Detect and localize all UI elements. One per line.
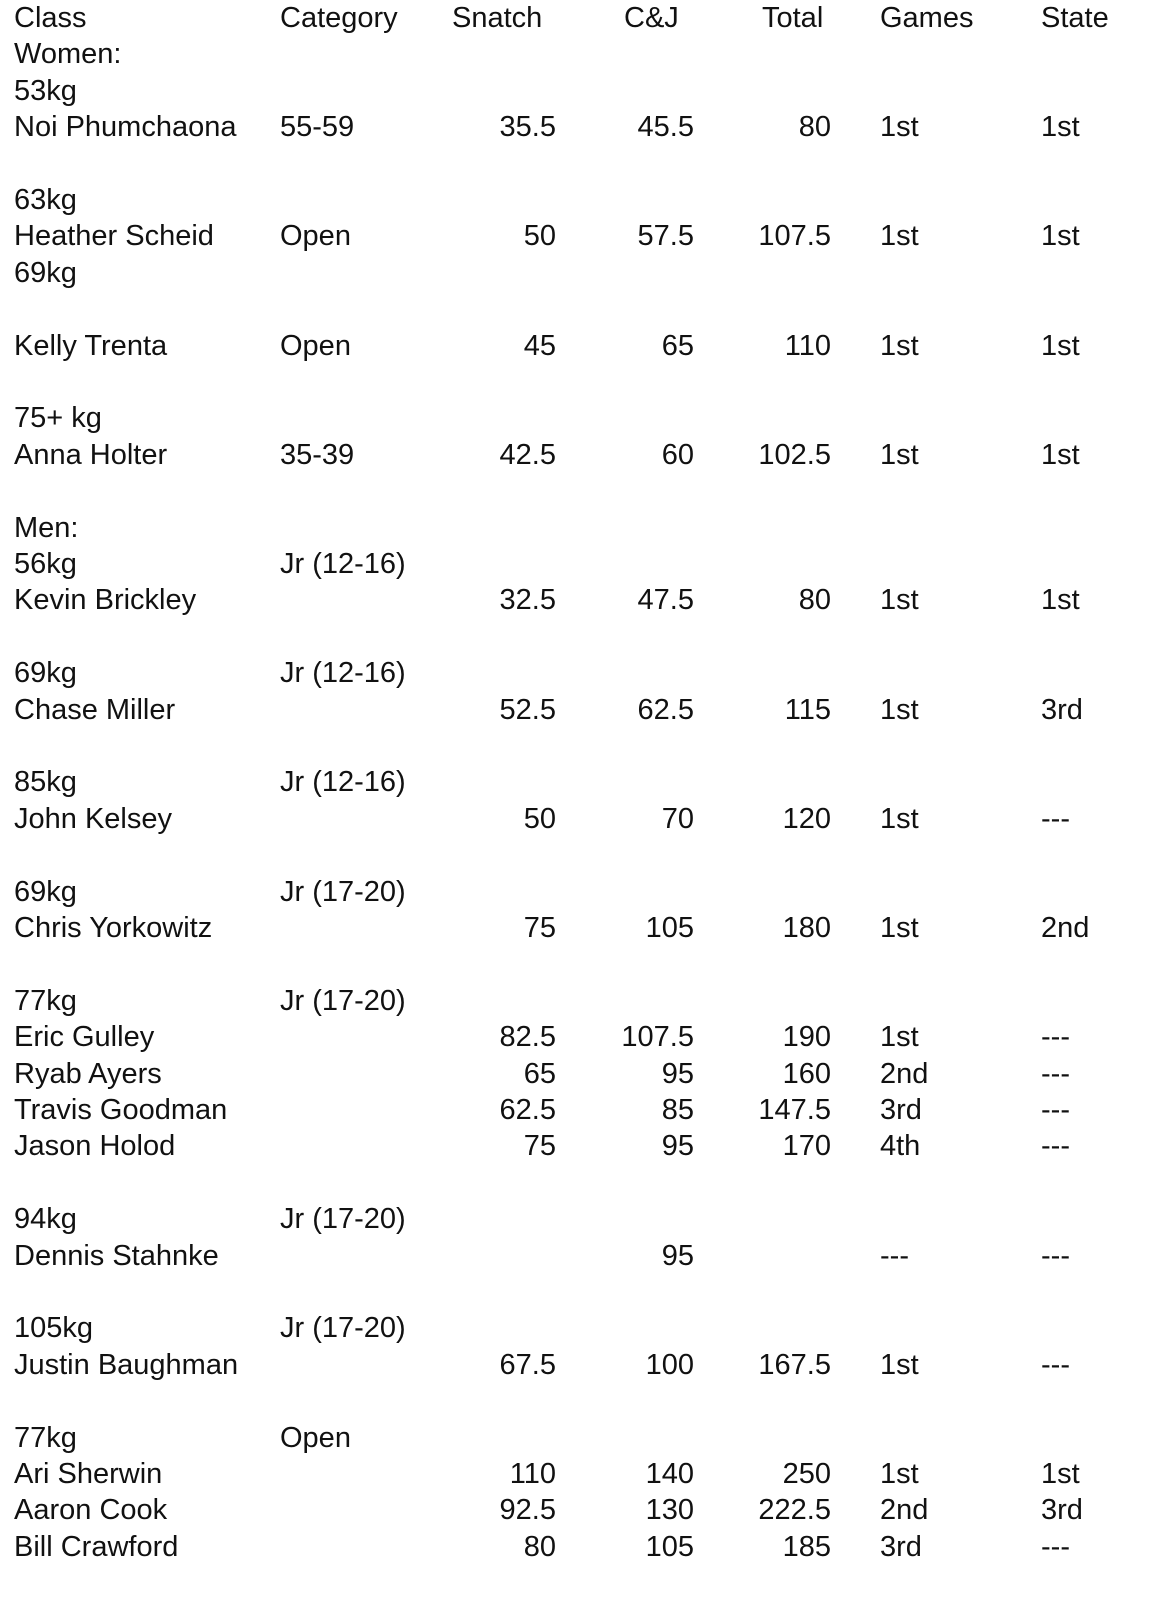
- snatch-cell: 65: [523, 1057, 556, 1090]
- state-cell: ---: [1041, 802, 1070, 835]
- name-cell: Ryab Ayers: [14, 1057, 162, 1090]
- games-cell: 4th: [880, 1130, 921, 1163]
- name-cell: 85kg: [14, 766, 77, 799]
- state-cell: ---: [1041, 1130, 1070, 1163]
- snatch-cell: 75: [523, 912, 556, 944]
- athlete-row: [0, 1529, 1149, 1565]
- name-cell: Dennis Stahnke: [14, 1239, 219, 1272]
- games-cell: 1st: [880, 912, 919, 944]
- category-cell: Jr (17-20): [280, 984, 406, 1017]
- cj-cell: 60: [661, 438, 694, 471]
- name-cell: Eric Gulley: [14, 1021, 155, 1054]
- snatch-cell: 32.5: [499, 584, 556, 617]
- name-cell: 77kg: [14, 984, 77, 1017]
- snatch-cell: 50: [523, 802, 556, 835]
- class-label-row: [0, 510, 1149, 546]
- state-cell: 1st: [1041, 329, 1080, 362]
- total-cell: 250: [782, 1458, 831, 1490]
- total-cell: 170: [782, 1130, 831, 1163]
- state-cell: 1st: [1041, 111, 1080, 144]
- total-cell: 167.5: [758, 1348, 831, 1381]
- athlete-row: [0, 1492, 1149, 1528]
- state-cell: 1st: [1041, 220, 1080, 253]
- snatch-cell: 45: [523, 329, 556, 362]
- games-cell: 1st: [880, 802, 919, 835]
- name-cell: 56kg: [14, 548, 77, 580]
- athlete-row: [0, 328, 1149, 364]
- category-cell: Jr (12-16): [280, 657, 406, 690]
- name-cell: Jason Holod: [14, 1130, 176, 1163]
- games-cell: 1st: [880, 1348, 919, 1381]
- class-label-row: [0, 546, 1149, 582]
- athlete-row: [0, 218, 1149, 254]
- games-cell: 1st: [880, 220, 919, 253]
- category-cell: Jr (17-20): [280, 1312, 406, 1345]
- header-class: Class: [14, 2, 87, 34]
- athlete-row: [0, 1019, 1149, 1055]
- name-cell: Kelly Trenta: [14, 329, 168, 362]
- total-cell: 160: [782, 1057, 831, 1090]
- name-cell: 77kg: [14, 1421, 77, 1454]
- snatch-cell: 50: [523, 220, 556, 253]
- state-cell: 1st: [1041, 584, 1080, 617]
- name-cell: Heather Scheid: [14, 220, 214, 253]
- cj-cell: 47.5: [637, 584, 694, 617]
- name-cell: Noi Phumchaona: [14, 111, 237, 144]
- total-cell: 107.5: [758, 220, 831, 253]
- games-cell: 1st: [880, 584, 919, 617]
- name-cell: Men:: [14, 511, 79, 544]
- snatch-cell: 42.5: [499, 438, 556, 471]
- games-cell: 3rd: [880, 1530, 922, 1563]
- class-label-row: [0, 400, 1149, 436]
- state-cell: 3rd: [1041, 693, 1083, 726]
- name-cell: Chris Yorkowitz: [14, 912, 213, 944]
- athlete-row: [0, 1128, 1149, 1164]
- name-cell: Anna Holter: [14, 438, 168, 471]
- cj-cell: 95: [661, 1057, 694, 1090]
- class-label-row: [0, 983, 1149, 1019]
- athlete-row: [0, 1238, 1149, 1274]
- athlete-row: [0, 582, 1149, 618]
- state-cell: ---: [1041, 1348, 1070, 1381]
- header-games: Games: [880, 2, 974, 34]
- snatch-cell: 80: [523, 1530, 556, 1563]
- state-cell: 1st: [1041, 438, 1080, 471]
- name-cell: Bill Crawford: [14, 1530, 179, 1563]
- header-snatch: Snatch: [452, 2, 543, 34]
- athlete-row: [0, 801, 1149, 837]
- header-cj: C&J: [624, 2, 679, 34]
- class-label-row: [0, 1201, 1149, 1237]
- cj-cell: 57.5: [637, 220, 694, 253]
- games-cell: 1st: [880, 329, 919, 362]
- header-category: Category: [280, 2, 398, 34]
- name-cell: John Kelsey: [14, 802, 172, 835]
- athlete-row: [0, 1092, 1149, 1128]
- snatch-cell: 62.5: [499, 1094, 556, 1126]
- cj-cell: 62.5: [637, 693, 694, 726]
- cj-cell: 70: [661, 802, 694, 835]
- name-cell: Travis Goodman: [14, 1094, 228, 1126]
- name-cell: 69kg: [14, 875, 77, 908]
- name-cell: 75+ kg: [14, 402, 102, 435]
- games-cell: ---: [880, 1239, 909, 1272]
- athlete-row: [0, 437, 1149, 473]
- cj-cell: 95: [661, 1130, 694, 1163]
- state-cell: 1st: [1041, 1458, 1080, 1490]
- total-cell: 110: [784, 329, 831, 362]
- class-label-row: [0, 255, 1149, 291]
- games-cell: 1st: [880, 1458, 919, 1490]
- cj-cell: 95: [661, 1239, 694, 1272]
- name-cell: 94kg: [14, 1203, 77, 1236]
- athlete-row: [0, 1347, 1149, 1383]
- total-cell: 120: [782, 802, 831, 835]
- snatch-cell: 110: [509, 1458, 556, 1490]
- cj-cell: 140: [645, 1458, 694, 1490]
- state-cell: ---: [1041, 1239, 1070, 1272]
- header-row: [0, 0, 1149, 36]
- games-cell: 2nd: [880, 1057, 929, 1090]
- total-cell: 80: [798, 584, 831, 617]
- cj-cell: 107.5: [621, 1021, 694, 1054]
- games-cell: 1st: [880, 111, 919, 144]
- class-label-row: [0, 36, 1149, 72]
- total-cell: 115: [784, 693, 831, 726]
- name-cell: Aaron Cook: [14, 1494, 168, 1527]
- cj-cell: 65: [661, 329, 694, 362]
- name-cell: 63kg: [14, 184, 77, 216]
- cj-cell: 105: [645, 912, 694, 944]
- class-label-row: [0, 1310, 1149, 1346]
- name-cell: Kevin Brickley: [14, 584, 197, 617]
- name-cell: Chase Miller: [14, 693, 176, 726]
- athlete-row: [0, 692, 1149, 728]
- state-cell: 3rd: [1041, 1494, 1083, 1527]
- class-label-row: [0, 655, 1149, 691]
- cj-cell: 105: [645, 1530, 694, 1563]
- total-cell: 102.5: [758, 438, 831, 471]
- class-label-row: [0, 874, 1149, 910]
- category-cell: 35-39: [280, 438, 355, 471]
- total-cell: 185: [782, 1530, 831, 1563]
- athlete-row: [0, 1056, 1149, 1092]
- games-cell: 1st: [880, 438, 919, 471]
- name-cell: Ari Sherwin: [14, 1458, 163, 1490]
- cj-cell: 85: [661, 1094, 694, 1126]
- category-cell: Open: [280, 1421, 351, 1454]
- snatch-cell: 35.5: [499, 111, 556, 144]
- games-cell: 2nd: [880, 1494, 929, 1527]
- category-cell: Jr (17-20): [280, 1203, 406, 1236]
- snatch-cell: 75: [523, 1130, 556, 1163]
- games-cell: 1st: [880, 1021, 919, 1054]
- class-label-row: [0, 182, 1149, 218]
- total-cell: 80: [798, 111, 831, 144]
- total-cell: 147.5: [758, 1094, 831, 1126]
- category-cell: Open: [280, 329, 351, 362]
- snatch-cell: 82.5: [499, 1021, 556, 1054]
- class-label-row: [0, 73, 1149, 109]
- total-cell: 180: [782, 912, 831, 944]
- state-cell: ---: [1041, 1094, 1070, 1126]
- state-cell: 2nd: [1041, 912, 1090, 944]
- athlete-row: [0, 109, 1149, 145]
- category-cell: Open: [280, 220, 351, 253]
- name-cell: 53kg: [14, 74, 77, 107]
- state-cell: ---: [1041, 1057, 1070, 1090]
- games-cell: 3rd: [880, 1094, 922, 1126]
- games-cell: 1st: [880, 693, 919, 726]
- athlete-row: [0, 910, 1149, 946]
- name-cell: 69kg: [14, 256, 77, 289]
- category-cell: 55-59: [280, 111, 355, 144]
- name-cell: Justin Baughman: [14, 1348, 239, 1381]
- cj-cell: 45.5: [637, 111, 694, 144]
- category-cell: Jr (17-20): [280, 875, 406, 908]
- state-cell: ---: [1041, 1021, 1070, 1054]
- header-state: State: [1041, 2, 1109, 34]
- category-cell: Jr (12-16): [280, 766, 406, 799]
- state-cell: ---: [1041, 1530, 1070, 1563]
- header-total: Total: [762, 2, 824, 34]
- snatch-cell: 67.5: [499, 1348, 556, 1381]
- name-cell: 69kg: [14, 657, 77, 690]
- total-cell: 222.5: [758, 1494, 831, 1527]
- total-cell: 190: [782, 1021, 831, 1054]
- cj-cell: 100: [645, 1348, 694, 1381]
- athlete-row: [0, 1456, 1149, 1492]
- name-cell: Women:: [14, 38, 122, 71]
- snatch-cell: 92.5: [499, 1494, 556, 1527]
- cj-cell: 130: [645, 1494, 694, 1527]
- category-cell: Jr (12-16): [280, 548, 406, 580]
- snatch-cell: 52.5: [499, 693, 556, 726]
- class-label-row: [0, 1420, 1149, 1456]
- class-label-row: [0, 764, 1149, 800]
- name-cell: 105kg: [14, 1312, 94, 1345]
